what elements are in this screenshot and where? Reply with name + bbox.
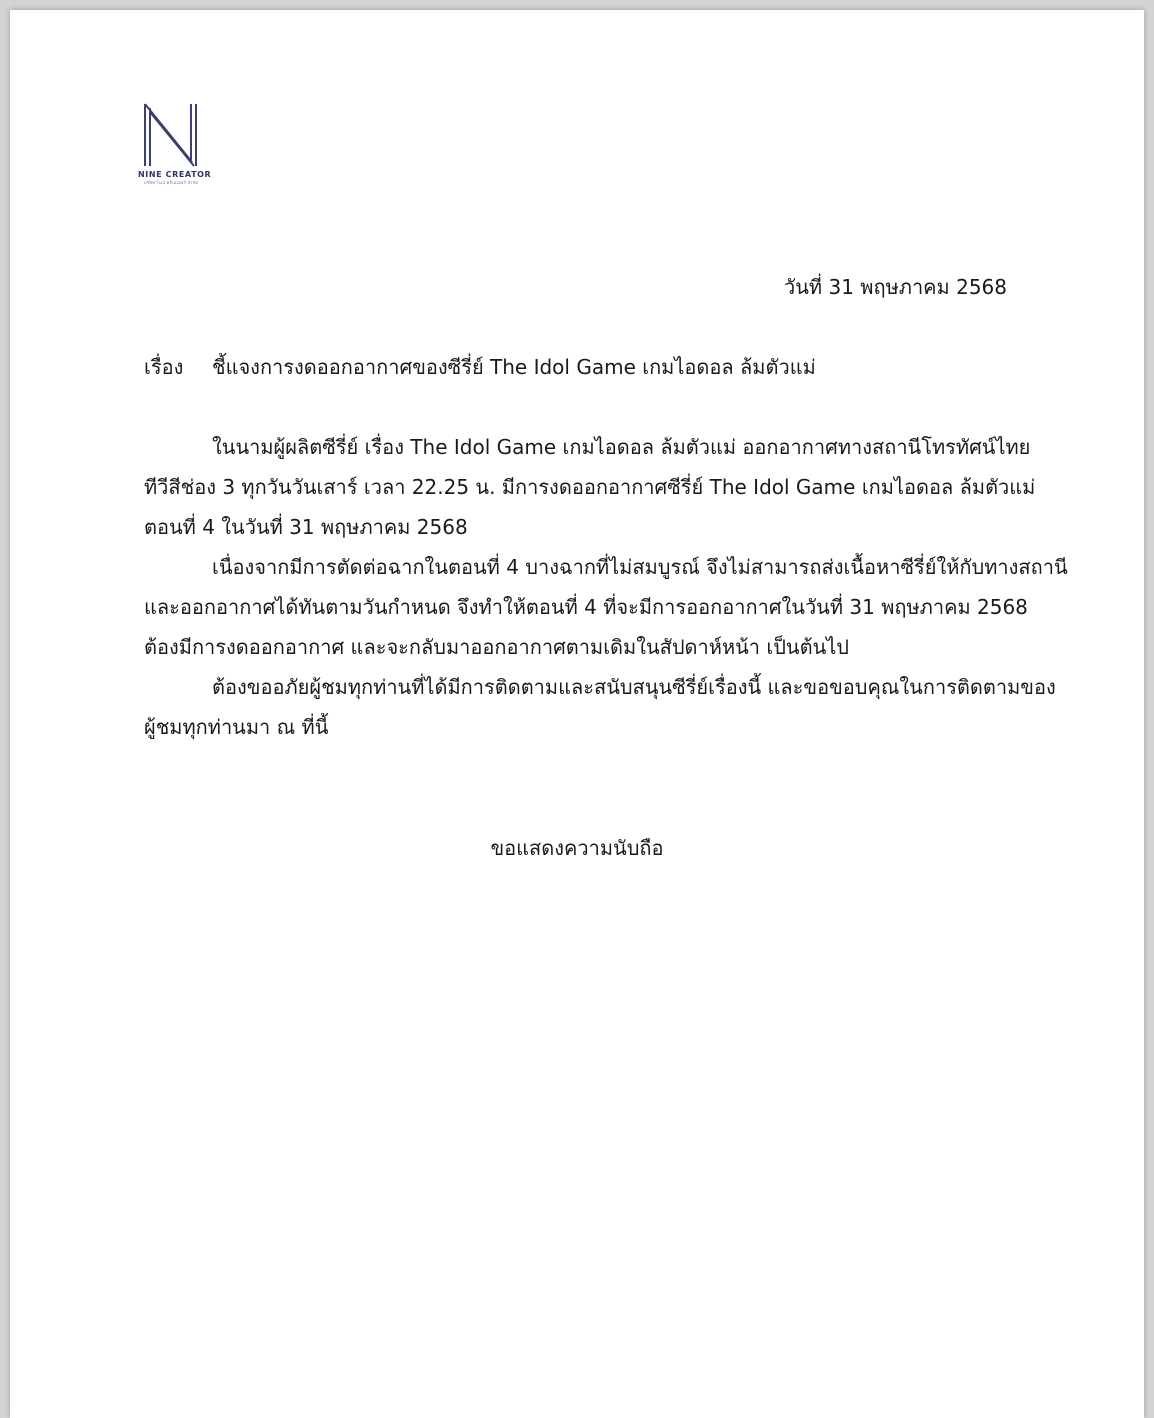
closing-salutation: ขอแสดงความนับถือ <box>490 836 664 860</box>
paragraph-3-line-1: ต้องขออภัยผู้ชมทุกท่านที่ได้มีการติดตามและสนับสนุนซีรี่ย์เรื่องนี้ และขอขอบคุณในการติดตามของ <box>212 675 1056 699</box>
paragraph-2-line-1: เนื่องจากมีการตัดต่อฉากในตอนที่ 4 บางฉากที่ไม่สมบูรณ์ จึงไม่สามารถส่งเนื้อหาซีรี่ย์ให้กับทางสถานี <box>212 555 1068 579</box>
paragraph-1-line-2: ทีวีสีช่อง 3 ทุกวันวันเสาร์ เวลา 22.25 น. มีการงดออกอากาศซีรี่ย์ The Idol Game เกมไอดอล ล้มตัวแม่ <box>144 475 1036 499</box>
letter-date: วันที่ 31 พฤษภาคม 2568 <box>784 275 1007 299</box>
document-page <box>10 10 1144 1418</box>
paragraph-1-line-3: ตอนที่ 4 ในวันที่ 31 พฤษภาคม 2568 <box>144 515 468 539</box>
subject-label: เรื่อง <box>144 355 184 379</box>
company-logo <box>138 102 218 186</box>
logo-company-subtitle: บริษัท ไนน์ ครีเอเตอร์ จำกัด <box>144 180 199 185</box>
paragraph-3-line-2: ผู้ชมทุกท่านมา ณ ที่นี้ <box>144 715 329 739</box>
n-monogram-icon <box>142 102 198 168</box>
paragraph-2-line-2: และออกอากาศได้ทันตามวันกำหนด จึงทำให้ตอนที่ 4 ที่จะมีการออกอากาศในวันที่ 31 พฤษภาคม 2568 <box>144 595 1028 619</box>
paragraph-2-line-3: ต้องมีการงดออกอากาศ และจะกลับมาออกอากาศตามเดิมในสัปดาห์หน้า เป็นต้นไป <box>144 635 849 659</box>
paragraph-1-line-1: ในนามผู้ผลิตซีรี่ย์ เรื่อง The Idol Game เกมไอดอล ล้มตัวแม่ ออกอากาศทางสถานีโทรทัศน์ไทย <box>212 435 1031 459</box>
subject-text: ชี้แจงการงดออกอากาศของซีรี่ย์ The Idol Game เกมไอดอล ล้มตัวแม่ <box>212 355 816 379</box>
logo-company-name: NINE CREATOR <box>138 170 212 179</box>
